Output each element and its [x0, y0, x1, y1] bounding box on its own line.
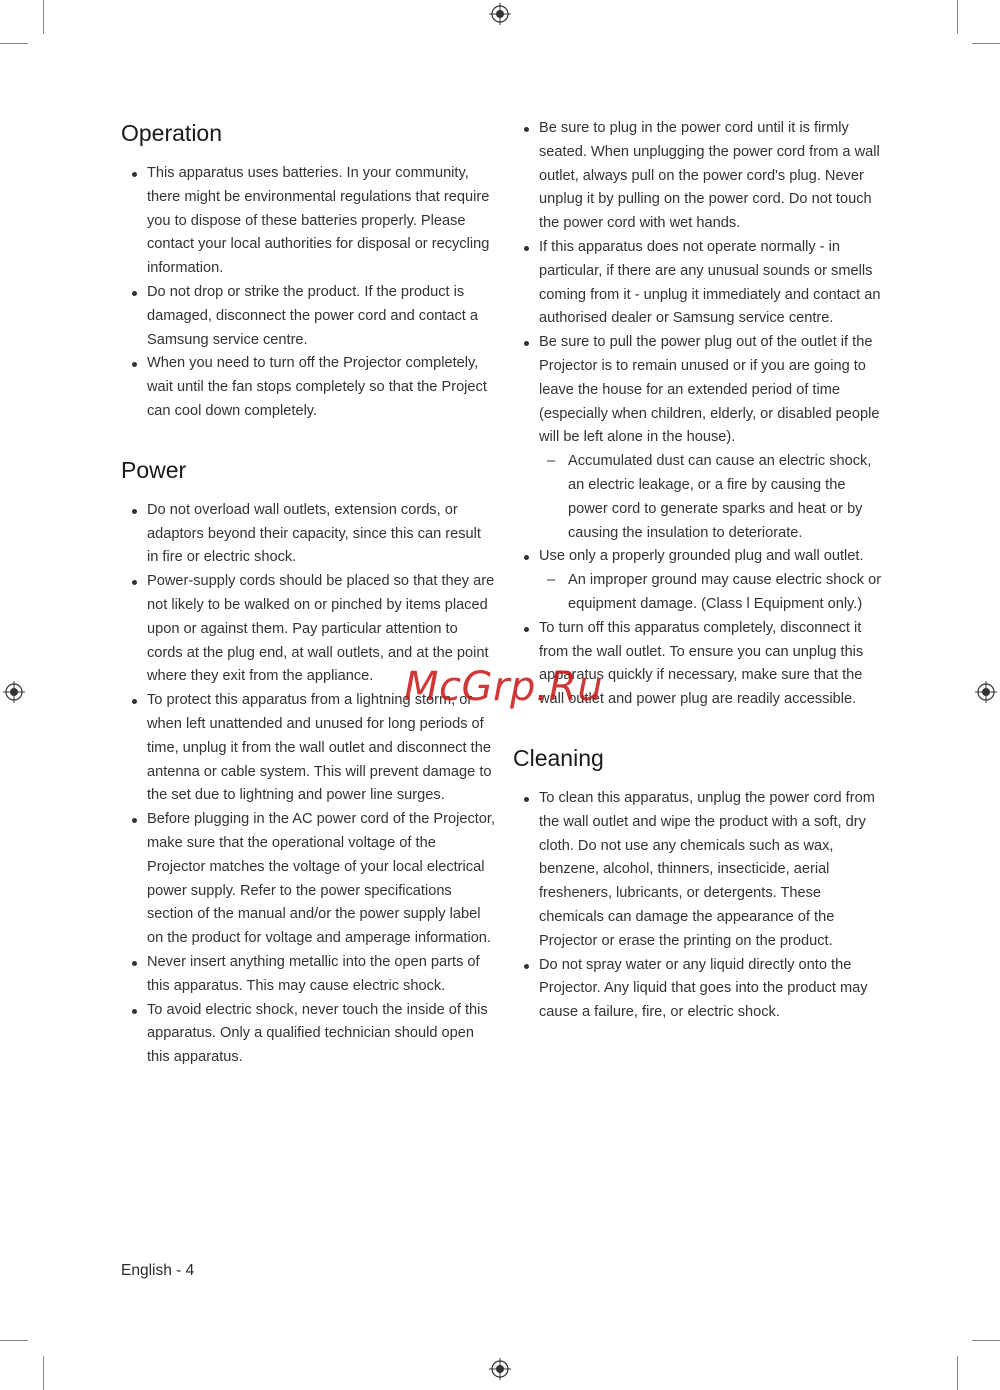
cleaning-list	[513, 787, 888, 1025]
power-list	[121, 499, 496, 1070]
sub-list-item: – An improper ground may cause electric shock or equipment damage. (Class l Equipment only.)	[513, 569, 888, 617]
registration-mark-icon	[3, 681, 25, 703]
page-number: English - 4	[121, 1262, 195, 1279]
left-column	[121, 116, 496, 1070]
watermark: McGrp.Ru	[404, 664, 604, 710]
section-heading-power: Power	[121, 456, 187, 483]
sub-list-item: – Accumulated dust can cause an electric shock, an electric leakage, or a fire by causing the power cord to generate sparks and heat or by causing the insulation to deteriorate.	[513, 450, 888, 545]
registration-mark-icon	[489, 1358, 511, 1380]
crop-mark	[0, 43, 28, 44]
list-item: To clean this apparatus, unplug the power cord from the wall outlet and wipe the product with a soft, dry cloth. Do not use any chemicals such as wax, benzene, alcohol, thinners, insecticide, aerial fresheners, lubricants, or detergents. These chemicals can damage the appearance of the Projector or erase the printing on the product.	[513, 787, 888, 954]
registration-mark-icon	[489, 3, 511, 25]
list-item: To avoid electric shock, never touch the inside of this apparatus. Only a qualified technician should open this apparatus.	[121, 999, 496, 1070]
section-heading-operation: Operation	[121, 120, 223, 146]
section-heading-cleaning: Cleaning	[513, 744, 604, 771]
list-item: Never insert anything metallic into the open parts of this apparatus. This may cause electric shock.	[121, 951, 496, 999]
list-item: Use only a properly grounded plug and wall outlet.	[513, 545, 888, 569]
list-item: Before plugging in the AC power cord of the Projector, make sure that the operational voltage of the Projector matches the voltage of your local electrical power supply. Refer to the power specifications section of the manual and/or the power supply label on the product for voltage and amperage information.	[121, 808, 496, 951]
power-continued-list	[513, 117, 888, 712]
list-item: If this apparatus does not operate normally - in particular, if there are any unusual sounds or smells coming from it - unplug it immediately and contact an authorised dealer or Samsung service centre.	[513, 236, 888, 331]
crop-mark	[43, 1356, 44, 1390]
crop-mark	[0, 1340, 28, 1341]
crop-mark	[957, 0, 958, 34]
operation-list	[121, 162, 496, 424]
list-item: Do not drop or strike the product. If the product is damaged, disconnect the power cord and contact a Samsung service centre.	[121, 281, 496, 352]
list-item: This apparatus uses batteries. In your community, there might be environmental regulations that require you to dispose of these batteries properly. Please contact your local authorities for disposal or recycling information.	[121, 162, 496, 281]
list-item: To turn off this apparatus completely, disconnect it from the wall outlet. To ensure you can unplug this apparatus quickly if necessary, make sure that the wall outlet and power plug are readily accessible.	[513, 617, 888, 712]
crop-mark	[972, 1340, 1000, 1341]
list-item: Be sure to plug in the power cord until it is firmly seated. When unplugging the power cord from a wall outlet, always pull on the power cord's plug. Never unplug it by pulling on the power cord. Do not touch the power cord with wet hands.	[513, 117, 888, 236]
crop-mark	[957, 1356, 958, 1390]
list-item: Do not overload wall outlets, extension cords, or adaptors beyond their capacity, since this can result in fire or electric shock.	[121, 499, 496, 570]
list-item: Power-supply cords should be placed so that they are not likely to be walked on or pinched by items placed upon or against them. Pay particular attention to cords at the plug end, at wall outlets, and at the point where they exit from the appliance.	[121, 570, 496, 689]
list-item: Do not spray water or any liquid directly onto the Projector. Any liquid that goes into the product may cause a failure, fire, or electric shock.	[513, 954, 888, 1025]
registration-mark-icon	[975, 681, 997, 703]
crop-mark	[972, 43, 1000, 44]
list-item: Be sure to pull the power plug out of the outlet if the Projector is to remain unused or if you are going to leave the house for an extended period of time (especially when children, elderly, or disabled people will be left alone in the house).	[513, 331, 888, 450]
list-item: When you need to turn off the Projector completely, wait until the fan stops completely so that the Project can cool down completely.	[121, 352, 496, 423]
crop-mark	[43, 0, 44, 34]
right-column	[513, 117, 888, 1025]
list-item: To protect this apparatus from a lightning storm, or when left unattended and unused for long periods of time, unplug it from the wall outlet and disconnect the antenna or cable system. This will prevent damage to the set due to lightning and power line surges.	[121, 689, 496, 808]
